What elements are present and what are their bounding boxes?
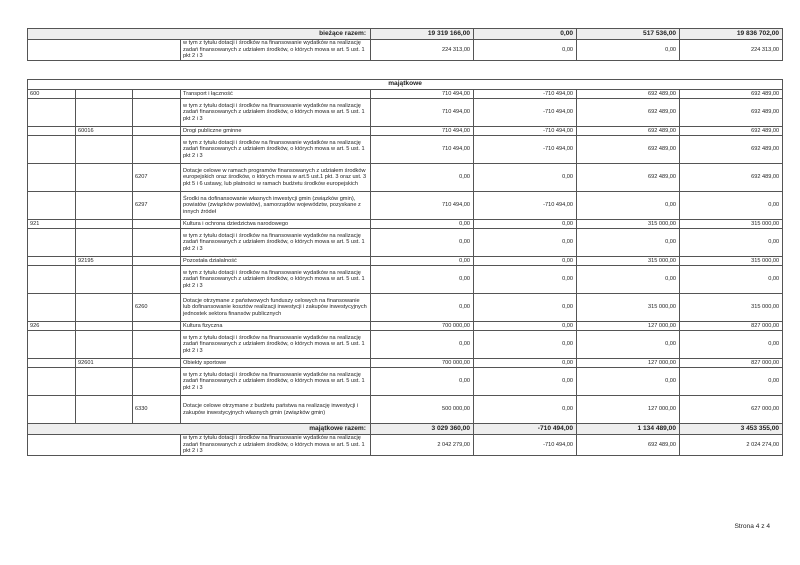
table-row — [28, 331, 783, 359]
increase-cell: 315 000,00 — [577, 257, 680, 266]
after-cell: 0,00 — [680, 266, 783, 294]
section-header-row — [28, 80, 783, 90]
capital-sub-increase: 692 489,00 — [577, 435, 680, 456]
division-cell — [28, 192, 76, 220]
capital-total-row — [28, 424, 783, 435]
increase-cell: 692 489,00 — [577, 127, 680, 136]
paragraph-cell — [133, 136, 181, 164]
description-cell: w tym z tytułu dotacji i środków na finansowanie wydatków na realizację zadań finansowanych z udziałem środków, o których mowa w art. 5 ust. 1 pkt 2 i 3 — [181, 368, 371, 396]
after-cell: 315 000,00 — [680, 220, 783, 229]
description-cell: w tym z tytułu dotacji i środków na finansowanie wydatków na realizację zadań finansowanych z udziałem środków, o których mowa w art. 5 ust. 1 pkt 2 i 3 — [181, 99, 371, 127]
current-total-plan: 19 319 166,00 — [371, 29, 474, 40]
paragraph-cell — [133, 368, 181, 396]
increase-cell: 692 489,00 — [577, 99, 680, 127]
chapter-cell — [76, 90, 133, 99]
chapter-cell — [76, 192, 133, 220]
paragraph-cell: 6207 — [133, 164, 181, 192]
table-row — [28, 220, 783, 229]
after-cell: 692 489,00 — [680, 99, 783, 127]
plan-cell: 710 494,00 — [371, 136, 474, 164]
increase-cell: 0,00 — [577, 229, 680, 257]
description-cell: Obiekty sportowe — [181, 359, 371, 368]
division-cell — [28, 368, 76, 396]
after-cell: 315 000,00 — [680, 257, 783, 266]
table-row — [28, 164, 783, 192]
description-cell: Dotacje celowe otrzymane z budżetu państwa na realizację inwestycji i zakupów inwestycyjnych własnych gmin (związków gmin) — [181, 396, 371, 424]
chapter-cell — [76, 164, 133, 192]
chapter-cell — [76, 368, 133, 396]
plan-cell: 0,00 — [371, 266, 474, 294]
division-cell — [28, 294, 76, 322]
after-cell: 627 000,00 — [680, 396, 783, 424]
plan-cell: 0,00 — [371, 368, 474, 396]
plan-cell: 710 494,00 — [371, 192, 474, 220]
chapter-cell — [76, 331, 133, 359]
plan-cell: 710 494,00 — [371, 99, 474, 127]
decrease-cell: 0,00 — [474, 322, 577, 331]
division-cell — [28, 266, 76, 294]
increase-cell: 127 000,00 — [577, 322, 680, 331]
increase-cell: 315 000,00 — [577, 220, 680, 229]
description-cell: Kultura i ochrona dziedzictwa narodowego — [181, 220, 371, 229]
decrease-cell: -710 494,00 — [474, 127, 577, 136]
chapter-cell: 60016 — [76, 127, 133, 136]
division-cell — [28, 99, 76, 127]
decrease-cell: 0,00 — [474, 220, 577, 229]
plan-cell: 0,00 — [371, 257, 474, 266]
table-row — [28, 229, 783, 257]
description-cell: w tym z tytułu dotacji i środków na finansowanie wydatków na realizację zadań finansowanych z udziałem środków, o których mowa w art. 5 ust. 1 pkt 2 i 3 — [181, 331, 371, 359]
description-cell: Dotacje celowe w ramach programów finansowanych z udziałem środków europejskich oraz środków, o których mowa w art.5 ust.1 pkt. 3 oraz ust. 3 pkt 5 i 6 ustawy, lub płatności w ramach budżetu środków europejskich — [181, 164, 371, 192]
decrease-cell: 0,00 — [474, 294, 577, 322]
paragraph-cell — [133, 322, 181, 331]
after-cell: 827 000,00 — [680, 359, 783, 368]
capital-sub-row — [28, 435, 783, 456]
paragraph-cell: 6330 — [133, 396, 181, 424]
current-summary-table — [27, 28, 783, 61]
increase-cell: 0,00 — [577, 192, 680, 220]
current-sub-row — [28, 40, 783, 61]
division-cell — [28, 359, 76, 368]
table-row — [28, 192, 783, 220]
plan-cell: 710 494,00 — [371, 90, 474, 99]
capital-total-decrease: -710 494,00 — [474, 424, 577, 435]
plan-cell: 0,00 — [371, 229, 474, 257]
table-row — [28, 322, 783, 331]
table-row — [28, 99, 783, 127]
table-row — [28, 257, 783, 266]
chapter-cell — [76, 396, 133, 424]
increase-cell: 0,00 — [577, 266, 680, 294]
table-row — [28, 396, 783, 424]
increase-cell: 692 489,00 — [577, 90, 680, 99]
decrease-cell: 0,00 — [474, 359, 577, 368]
after-cell: 0,00 — [680, 368, 783, 396]
decrease-cell: -710 494,00 — [474, 136, 577, 164]
decrease-cell: 0,00 — [474, 331, 577, 359]
increase-cell: 692 489,00 — [577, 164, 680, 192]
paragraph-cell: 6260 — [133, 294, 181, 322]
paragraph-cell — [133, 266, 181, 294]
capital-sub-plan: 2 042 279,00 — [371, 435, 474, 456]
division-cell — [28, 257, 76, 266]
decrease-cell: 0,00 — [474, 257, 577, 266]
current-sub-increase: 0,00 — [577, 40, 680, 61]
after-cell: 692 489,00 — [680, 164, 783, 192]
plan-cell: 700 000,00 — [371, 359, 474, 368]
after-cell: 315 000,00 — [680, 294, 783, 322]
page-number: Strona 4 z 4 — [734, 523, 770, 530]
current-total-after: 19 836 702,00 — [680, 29, 783, 40]
plan-cell: 710 494,00 — [371, 127, 474, 136]
table-row — [28, 294, 783, 322]
paragraph-cell — [133, 331, 181, 359]
current-total-label: bieżące razem: — [28, 29, 371, 40]
table-row — [28, 136, 783, 164]
table-row — [28, 266, 783, 294]
capital-sub-after: 2 024 274,00 — [680, 435, 783, 456]
description-cell: Dotacje otrzymane z państwowych funduszy celowych na finansowanie lub dofinansowanie kosztów realizacji inwestycji i zakupów inwestycyjnych jednostek sektora finansów publicznych — [181, 294, 371, 322]
table-row — [28, 359, 783, 368]
description-cell: w tym z tytułu dotacji i środków na finansowanie wydatków na realizację zadań finansowanych z udziałem środków, o których mowa w art. 5 ust. 1 pkt 2 i 3 — [181, 136, 371, 164]
division-cell: 921 — [28, 220, 76, 229]
increase-cell: 0,00 — [577, 368, 680, 396]
division-cell — [28, 164, 76, 192]
current-sub-decrease: 0,00 — [474, 40, 577, 61]
plan-cell: 500 000,00 — [371, 396, 474, 424]
chapter-cell — [76, 322, 133, 331]
description-cell: w tym z tytułu dotacji i środków na finansowanie wydatków na realizację zadań finansowanych z udziałem środków, o których mowa w art. 5 ust. 1 pkt 2 i 3 — [181, 266, 371, 294]
decrease-cell: -710 494,00 — [474, 99, 577, 127]
after-cell: 692 489,00 — [680, 136, 783, 164]
chapter-cell — [76, 136, 133, 164]
paragraph-cell — [133, 127, 181, 136]
capital-sub-desc: w tym z tytułu dotacji i środków na finansowanie wydatków na realizację zadań finansowanych z udziałem środków, o których mowa w art. 5 ust. 1 pkt 2 i 3 — [181, 435, 371, 456]
division-cell — [28, 331, 76, 359]
paragraph-cell — [133, 257, 181, 266]
plan-cell: 0,00 — [371, 164, 474, 192]
division-cell — [28, 229, 76, 257]
capital-total-increase: 1 134 489,00 — [577, 424, 680, 435]
paragraph-cell — [133, 229, 181, 257]
chapter-cell — [76, 294, 133, 322]
description-cell: Kultura fizyczna — [181, 322, 371, 331]
paragraph-cell — [133, 359, 181, 368]
paragraph-cell — [133, 220, 181, 229]
decrease-cell: 0,00 — [474, 229, 577, 257]
decrease-cell: 0,00 — [474, 396, 577, 424]
decrease-cell: 0,00 — [474, 164, 577, 192]
chapter-cell: 92601 — [76, 359, 133, 368]
decrease-cell: 0,00 — [474, 266, 577, 294]
increase-cell: 0,00 — [577, 331, 680, 359]
division-cell: 600 — [28, 90, 76, 99]
plan-cell: 0,00 — [371, 331, 474, 359]
after-cell: 0,00 — [680, 229, 783, 257]
description-cell: Pozostała działalność — [181, 257, 371, 266]
decrease-cell: 0,00 — [474, 368, 577, 396]
increase-cell: 127 000,00 — [577, 396, 680, 424]
paragraph-cell: 6297 — [133, 192, 181, 220]
current-sub-after: 224 313,00 — [680, 40, 783, 61]
current-sub-plan: 224 313,00 — [371, 40, 474, 61]
table-row — [28, 368, 783, 396]
current-sub-desc: w tym z tytułu dotacji i środków na finansowanie wydatków na realizację zadań finansowanych z udziałem środków, o których mowa w art. 5 ust. 1 pkt 2 i 3 — [181, 40, 371, 61]
current-total-row — [28, 29, 783, 40]
paragraph-cell — [133, 99, 181, 127]
capital-total-plan: 3 029 360,00 — [371, 424, 474, 435]
description-cell: w tym z tytułu dotacji i środków na finansowanie wydatków na realizację zadań finansowanych z udziałem środków, o których mowa w art. 5 ust. 1 pkt 2 i 3 — [181, 229, 371, 257]
chapter-cell — [76, 229, 133, 257]
description-cell: Drogi publiczne gminne — [181, 127, 371, 136]
increase-cell: 127 000,00 — [577, 359, 680, 368]
chapter-cell — [76, 99, 133, 127]
after-cell: 692 489,00 — [680, 90, 783, 99]
after-cell: 0,00 — [680, 331, 783, 359]
plan-cell: 0,00 — [371, 220, 474, 229]
after-cell: 0,00 — [680, 192, 783, 220]
plan-cell: 0,00 — [371, 294, 474, 322]
description-cell: Transport i łączność — [181, 90, 371, 99]
chapter-cell: 92195 — [76, 257, 133, 266]
capital-sub-decrease: -710 494,00 — [474, 435, 577, 456]
increase-cell: 315 000,00 — [577, 294, 680, 322]
division-cell — [28, 136, 76, 164]
current-total-decrease: 0,00 — [474, 29, 577, 40]
current-total-increase: 517 536,00 — [577, 29, 680, 40]
capital-total-label: majątkowe razem: — [28, 424, 371, 435]
section-title: majątkowe — [28, 80, 783, 90]
decrease-cell: -710 494,00 — [474, 90, 577, 99]
table-row — [28, 127, 783, 136]
division-cell — [28, 396, 76, 424]
decrease-cell: -710 494,00 — [474, 192, 577, 220]
table-row — [28, 90, 783, 99]
after-cell: 692 489,00 — [680, 127, 783, 136]
chapter-cell — [76, 266, 133, 294]
after-cell: 827 000,00 — [680, 322, 783, 331]
capital-total-after: 3 453 355,00 — [680, 424, 783, 435]
division-cell — [28, 127, 76, 136]
capital-table — [27, 79, 783, 456]
paragraph-cell — [133, 90, 181, 99]
increase-cell: 692 489,00 — [577, 136, 680, 164]
plan-cell: 700 000,00 — [371, 322, 474, 331]
division-cell: 926 — [28, 322, 76, 331]
chapter-cell — [76, 220, 133, 229]
description-cell: Środki na dofinansowanie własnych inwestycji gmin (związków gmin), powiatów (związków powiatów), samorządów województw, pozyskane z innych źródeł — [181, 192, 371, 220]
